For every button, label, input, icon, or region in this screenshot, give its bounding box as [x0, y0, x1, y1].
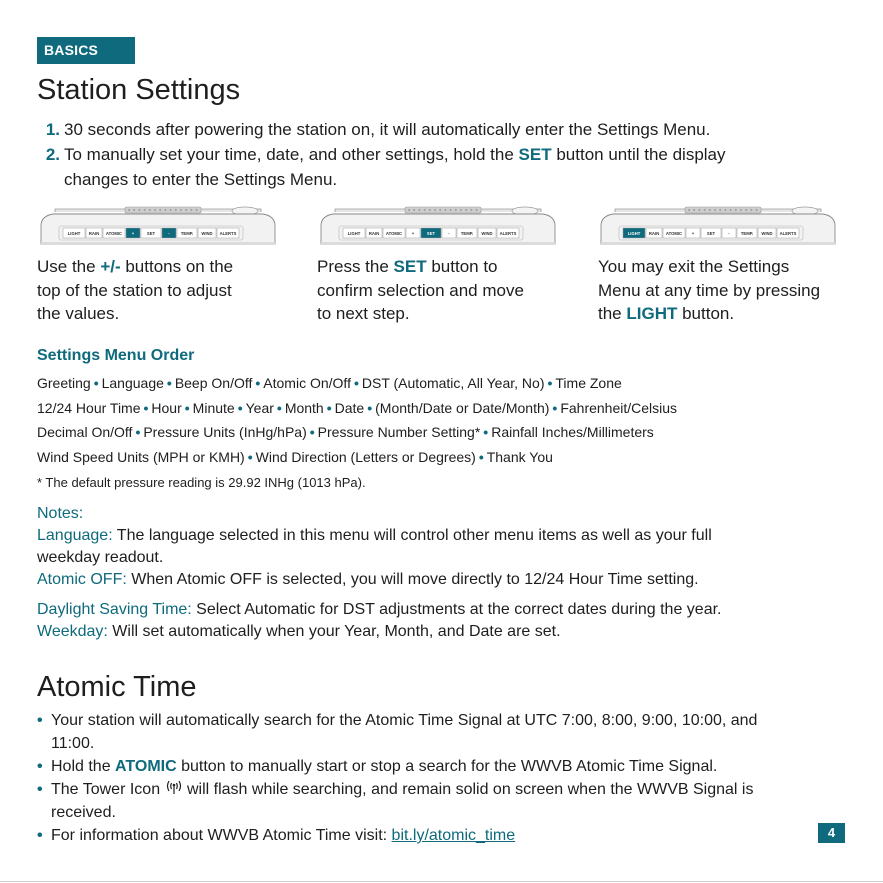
separator-dot: • [326, 399, 332, 416]
pressure-footnote: * The default pressure reading is 29.92 INHg (1013 hPa). [37, 475, 366, 490]
device-button-label: WIND [761, 231, 773, 237]
page-number: 4 [818, 823, 845, 843]
separator-dot: • [309, 424, 315, 440]
menu-order-item: Minute [192, 399, 235, 416]
menu-order-item: Month [284, 399, 324, 416]
separator-dot: • [166, 375, 172, 391]
step-number: 1. [45, 120, 60, 139]
caption-set: Press the SET button to confirm selection and move to next step. [317, 257, 524, 323]
menu-order-line [37, 371, 867, 396]
bullet-dot: • [37, 827, 43, 844]
section-badge: BASICS [37, 37, 135, 64]
menu-order-item: Year [245, 399, 274, 416]
menu-order-item: Fahrenheit/Celsius [560, 399, 678, 416]
menu-order-item: (Month/Date or Date/Month) [375, 399, 550, 416]
settings-menu-order-title: Settings Menu Order [37, 347, 195, 364]
step-2 [37, 142, 837, 192]
device-button-label: SET [146, 231, 156, 237]
bullet-item: • Your station will automatically search for the Atomic Time Signal at UTC 7:00, 8:00, 9:00, 10:00, and 11:00. [37, 709, 837, 755]
menu-order-item: 12/24 Hour Time [37, 399, 141, 416]
bullet-item: • The Tower Icon will flash while searching, and remain solid on screen when the WWVB Signal is received. [37, 778, 837, 824]
device-button-label: + [691, 231, 695, 237]
separator-dot: • [483, 424, 489, 440]
separator-dot: • [237, 399, 243, 416]
bullet-dot: • [37, 781, 43, 798]
separator-dot: • [255, 375, 261, 391]
bullet-dot: • [37, 712, 43, 729]
device-button-label: SET [706, 231, 716, 237]
separator-dot: • [353, 375, 359, 391]
menu-order-item: Pressure Number Setting* [317, 424, 481, 440]
separator-dot: • [276, 399, 282, 416]
menu-order-item: Rainfall Inches/Millimeters [491, 424, 654, 440]
menu-order-item: Time Zone [555, 375, 622, 391]
device-button-label: WIND [481, 231, 493, 237]
menu-order-item: Beep On/Off [174, 375, 253, 391]
device-button-label: ATOMIC [105, 231, 123, 237]
menu-order-item: Atomic On/Off [263, 375, 351, 391]
tower-signal-icon [165, 778, 183, 796]
menu-order-line [37, 420, 867, 445]
device-button-label: SET [426, 231, 436, 237]
station-illustration-set [317, 204, 559, 248]
device-button-label: RAIN [368, 231, 380, 237]
device-button-label: TEMP. [740, 231, 754, 237]
bullet-item: • For information about WWVB Atomic Time visit: bit.ly/atomic_time [37, 824, 837, 847]
station-illustration-adjust [37, 204, 279, 248]
footer-rule [0, 881, 883, 882]
note-atomic-off: Atomic OFF: When Atomic OFF is selected, you will move directly to 12/24 Hour Time setting. [37, 571, 699, 588]
menu-order-item: Wind Direction (Letters or Degrees) [255, 448, 476, 465]
separator-dot: • [93, 375, 99, 391]
menu-order-item: Wind Speed Units (MPH or KMH) [37, 448, 245, 465]
notes-title: Notes: [37, 505, 84, 522]
device-button-label: + [411, 231, 415, 237]
note-dst: Daylight Saving Time: Select Automatic for DST adjustments at the correct dates during the year. [37, 601, 722, 618]
notes-section [37, 503, 837, 643]
separator-dot: • [143, 399, 149, 416]
menu-order-item: Decimal On/Off [37, 424, 133, 440]
menu-order-line [37, 445, 867, 470]
device-button-label: ATOMIC [665, 231, 683, 237]
device-button-label: ALERTS [779, 231, 797, 237]
bullet-item: • Hold the ATOMIC button to manually start or stop a search for the WWVB Atomic Time Signal. [37, 755, 837, 778]
atomic-time-title: Atomic Time [37, 671, 197, 703]
menu-order-item: DST (Automatic, All Year, No) [361, 375, 545, 391]
menu-order-item: Date [334, 399, 365, 416]
device-button-label: - [728, 231, 730, 237]
device-button-label: LIGHT [347, 231, 361, 237]
device-button-label: + [131, 231, 135, 237]
bullet-dot: • [37, 758, 43, 775]
page-title: Station Settings [37, 74, 241, 106]
device-button-label: RAIN [648, 231, 660, 237]
separator-dot: • [478, 448, 484, 465]
step-number: 2. [45, 145, 60, 164]
separator-dot: • [184, 399, 190, 416]
device-button-label: RAIN [88, 231, 100, 237]
separator-dot: • [547, 375, 553, 391]
atomic-time-link[interactable]: bit.ly/atomic_time [391, 827, 516, 844]
step-text: To manually set your time, date, and other settings, hold the SET button until the display changes to enter the Settings Menu. [64, 145, 726, 189]
separator-dot: • [247, 448, 253, 465]
separator-dot: • [135, 424, 141, 440]
device-button-label: TEMP. [180, 231, 194, 237]
menu-order-line [37, 396, 867, 421]
device-button-label: ALERTS [219, 231, 237, 237]
menu-order-item: Greeting [37, 375, 91, 391]
station-illustration-light [597, 204, 839, 248]
device-button-label: LIGHT [627, 231, 641, 237]
separator-dot: • [367, 399, 373, 416]
device-button-label: ALERTS [499, 231, 517, 237]
settings-steps [37, 117, 837, 192]
menu-order-item: Hour [151, 399, 182, 416]
device-button-label: TEMP. [460, 231, 474, 237]
menu-order-item: Language [101, 375, 164, 391]
caption-adjust: Use the +/- buttons on the top of the station to adjust the values. [37, 257, 234, 323]
caption-light: You may exit the Settings Menu at any time by pressing the LIGHT button. [598, 257, 821, 323]
menu-order-item: Thank You [486, 448, 553, 465]
settings-menu-order-list [37, 371, 867, 469]
device-button-label: WIND [201, 231, 213, 237]
note-weekday: Weekday: Will set automatically when your Year, Month, and Date are set. [37, 623, 561, 640]
note-language: Language: The language selected in this menu will control other menu items as well as your full weekday readout. [37, 527, 712, 566]
device-button-label: ATOMIC [385, 231, 403, 237]
separator-dot: • [552, 399, 558, 416]
device-button-label: LIGHT [67, 231, 81, 237]
menu-order-item: Pressure Units (InHg/hPa) [143, 424, 307, 440]
step-text: 30 seconds after powering the station on, it will automatically enter the Settings Menu. [64, 120, 711, 139]
device-button-label: - [448, 231, 450, 237]
device-button-label: - [168, 231, 170, 237]
atomic-time-bullets [37, 709, 837, 847]
step-1 [37, 117, 837, 142]
